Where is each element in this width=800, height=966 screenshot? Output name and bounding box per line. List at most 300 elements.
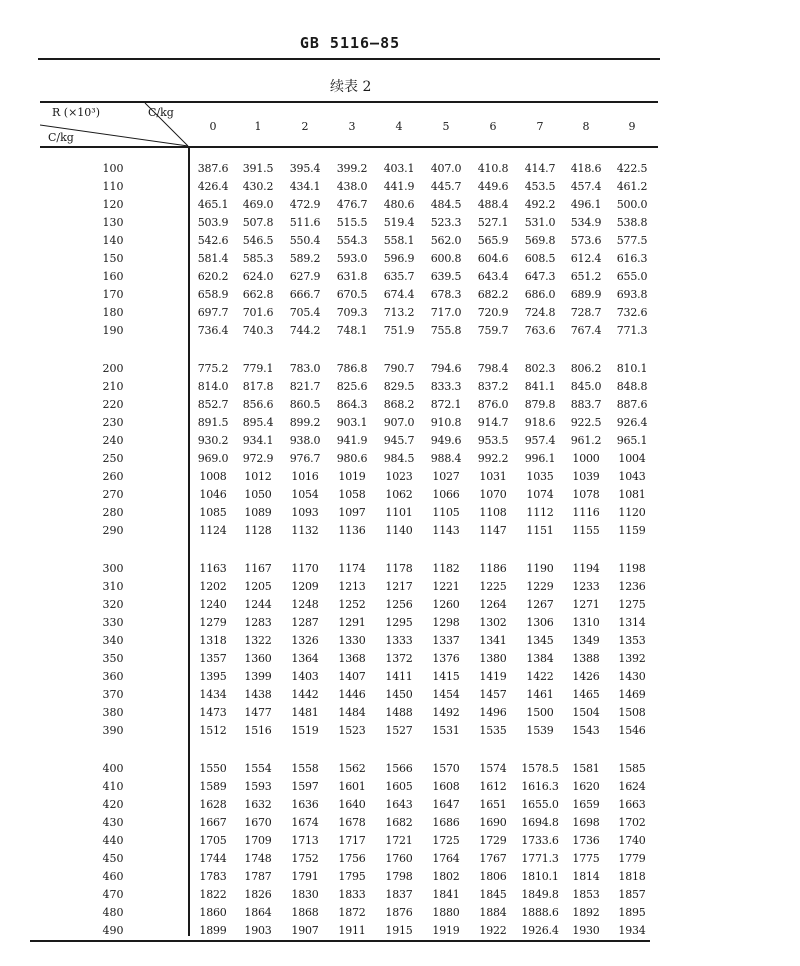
table-cell: 1907 — [291, 924, 319, 937]
table-cell: 1085 — [199, 506, 227, 519]
table-cell: 949.6 — [430, 434, 462, 447]
table-cell: 689.9 — [570, 288, 602, 301]
table-cell: 1260 — [432, 598, 460, 611]
table-cell: 1713 — [291, 834, 319, 847]
table-cell: 1492 — [432, 706, 460, 719]
table-cell: 918.6 — [524, 416, 556, 429]
table-cell: 821.7 — [289, 380, 321, 393]
table-cell: 581.4 — [197, 252, 229, 265]
table-cell: 1267 — [526, 598, 554, 611]
table-cell: 1349 — [572, 634, 600, 647]
table-cell: 565.9 — [477, 234, 509, 247]
table-cell: 697.7 — [197, 306, 229, 319]
table-cell: 1612 — [479, 780, 507, 793]
table-cell: 1616.3 — [521, 780, 559, 793]
row-label: 320 — [102, 598, 124, 611]
table-cell: 589.2 — [289, 252, 321, 265]
table-cell: 883.7 — [570, 398, 602, 411]
table-cell: 1670 — [244, 816, 272, 829]
table-cell: 1752 — [291, 852, 319, 865]
table-cell: 833.3 — [430, 380, 462, 393]
table-cell: 1477 — [244, 706, 272, 719]
table-cell: 658.9 — [197, 288, 229, 301]
row-label: 370 — [102, 688, 124, 701]
table-cell: 1899 — [199, 924, 227, 937]
table-cell: 1860 — [199, 906, 227, 919]
table-cell: 620.2 — [197, 270, 229, 283]
row-label: 340 — [102, 634, 124, 647]
table-cell: 1368 — [338, 652, 366, 665]
table-cell: 1380 — [479, 652, 507, 665]
header-rule — [38, 58, 660, 60]
table-cell: 414.7 — [524, 162, 556, 175]
table-cell: 500.0 — [616, 198, 648, 211]
table-cell: 845.0 — [570, 380, 602, 393]
table-cell: 1667 — [199, 816, 227, 829]
table-cell: 1659 — [572, 798, 600, 811]
corner-label-r: R (×10³) — [52, 106, 100, 119]
table-cell: 519.4 — [383, 216, 415, 229]
table-cell: 1465 — [572, 688, 600, 701]
table-cell: 1112 — [526, 506, 554, 519]
corner-label-top-right: C/kg — [148, 106, 174, 119]
table-cell: 1876 — [385, 906, 413, 919]
table-cell: 1159 — [618, 524, 646, 537]
table-cell: 1004 — [618, 452, 646, 465]
table-cell: 1318 — [199, 634, 227, 647]
table-cell: 1333 — [385, 634, 413, 647]
table-cell: 1426 — [572, 670, 600, 683]
table-cell: 1744 — [199, 852, 227, 865]
column-header: 8 — [582, 120, 590, 133]
row-label: 460 — [102, 870, 124, 883]
table-cell: 763.6 — [524, 324, 556, 337]
table-cell: 387.6 — [197, 162, 229, 175]
table-cell: 1256 — [385, 598, 413, 611]
table-cell: 802.3 — [524, 362, 556, 375]
table-cell: 1608 — [432, 780, 460, 793]
table-cell: 1264 — [479, 598, 507, 611]
table-cell: 1508 — [618, 706, 646, 719]
table-cell: 1337 — [432, 634, 460, 647]
table-cell: 713.2 — [383, 306, 415, 319]
table-cell: 608.5 — [524, 252, 556, 265]
table-cell: 907.0 — [383, 416, 415, 429]
table-cell: 496.1 — [570, 198, 602, 211]
table-cell: 724.8 — [524, 306, 556, 319]
table-cell: 1039 — [572, 470, 600, 483]
table-cell: 1446 — [338, 688, 366, 701]
table-cell: 1035 — [526, 470, 554, 483]
table-bottom-rule — [30, 940, 650, 942]
table-cell: 434.1 — [289, 180, 321, 193]
row-label: 230 — [102, 416, 124, 429]
table-cell: 1767 — [479, 852, 507, 865]
table-cell: 1674 — [291, 816, 319, 829]
table-cell: 1221 — [432, 580, 460, 593]
table-cell: 670.5 — [336, 288, 368, 301]
table-cell: 1543 — [572, 724, 600, 737]
table-cell: 647.3 — [524, 270, 556, 283]
table-cell: 1074 — [526, 488, 554, 501]
table-cell: 1167 — [244, 562, 272, 575]
table-cell: 674.4 — [383, 288, 415, 301]
table-cell: 751.9 — [383, 324, 415, 337]
table-cell: 1078 — [572, 488, 600, 501]
table-cell: 1151 — [526, 524, 554, 537]
table-cell: 759.7 — [477, 324, 509, 337]
table-cell: 1771.3 — [521, 852, 559, 865]
row-label: 280 — [102, 506, 124, 519]
table-cell: 1725 — [432, 834, 460, 847]
table-cell: 1174 — [338, 562, 366, 575]
table-cell: 635.7 — [383, 270, 415, 283]
table-cell: 1578.5 — [521, 762, 559, 775]
row-label: 490 — [102, 924, 124, 937]
table-cell: 1632 — [244, 798, 272, 811]
table-cell: 841.1 — [524, 380, 556, 393]
table-cell: 441.9 — [383, 180, 415, 193]
table-cell: 624.0 — [242, 270, 274, 283]
table-cell: 790.7 — [383, 362, 415, 375]
table-cell: 655.0 — [616, 270, 648, 283]
table-cell: 1116 — [572, 506, 600, 519]
table-cell: 600.8 — [430, 252, 462, 265]
table-cell: 717.0 — [430, 306, 462, 319]
table-cell: 1888.6 — [521, 906, 559, 919]
table-cell: 1911 — [338, 924, 366, 937]
table-cell: 1903 — [244, 924, 272, 937]
column-header: 5 — [442, 120, 450, 133]
table-cell: 852.7 — [197, 398, 229, 411]
table-cell: 1488 — [385, 706, 413, 719]
table-cell: 976.7 — [289, 452, 321, 465]
table-cell: 1892 — [572, 906, 600, 919]
table-cell: 1384 — [526, 652, 554, 665]
table-cell: 1814 — [572, 870, 600, 883]
table-cell: 748.1 — [336, 324, 368, 337]
row-label: 440 — [102, 834, 124, 847]
table-cell: 550.4 — [289, 234, 321, 247]
table-cell: 1287 — [291, 616, 319, 629]
table-cell: 1457 — [479, 688, 507, 701]
table-cell: 837.2 — [477, 380, 509, 393]
table-cell: 1500 — [526, 706, 554, 719]
table-cell: 465.1 — [197, 198, 229, 211]
row-label: 290 — [102, 524, 124, 537]
table-cell: 453.5 — [524, 180, 556, 193]
table-cell: 693.8 — [616, 288, 648, 301]
table-cell: 472.9 — [289, 198, 321, 211]
table-cell: 457.4 — [570, 180, 602, 193]
table-cell: 1244 — [244, 598, 272, 611]
table-cell: 786.8 — [336, 362, 368, 375]
row-label: 190 — [102, 324, 124, 337]
table-cell: 1000 — [572, 452, 600, 465]
row-label: 160 — [102, 270, 124, 283]
table-cell: 988.4 — [430, 452, 462, 465]
table-cell: 705.4 — [289, 306, 321, 319]
table-cell: 1686 — [432, 816, 460, 829]
table-cell: 829.5 — [383, 380, 415, 393]
table-cell: 1233 — [572, 580, 600, 593]
table-cell: 445.7 — [430, 180, 462, 193]
table-cell: 1279 — [199, 616, 227, 629]
table-cell: 771.3 — [616, 324, 648, 337]
table-cell: 1562 — [338, 762, 366, 775]
row-label: 200 — [102, 362, 124, 375]
table-cell: 1926.4 — [521, 924, 559, 937]
table-cell: 1236 — [618, 580, 646, 593]
table-cell: 891.5 — [197, 416, 229, 429]
table-cell: 1791 — [291, 870, 319, 883]
table-cell: 1558 — [291, 762, 319, 775]
table-cell: 1198 — [618, 562, 646, 575]
table-cell: 1655.0 — [521, 798, 559, 811]
table-cell: 1597 — [291, 780, 319, 793]
table-cell: 945.7 — [383, 434, 415, 447]
table-cell: 1857 — [618, 888, 646, 901]
table-cell: 476.7 — [336, 198, 368, 211]
table-cell: 631.8 — [336, 270, 368, 283]
table-cell: 895.4 — [242, 416, 274, 429]
table-cell: 1194 — [572, 562, 600, 575]
table-cell: 1128 — [244, 524, 272, 537]
table-cell: 1787 — [244, 870, 272, 883]
table-cell: 1240 — [199, 598, 227, 611]
table-cell: 643.4 — [477, 270, 509, 283]
table-cell: 1097 — [338, 506, 366, 519]
table-cell: 666.7 — [289, 288, 321, 301]
table-cell: 1326 — [291, 634, 319, 647]
table-cell: 1748 — [244, 852, 272, 865]
row-label: 420 — [102, 798, 124, 811]
table-cell: 1864 — [244, 906, 272, 919]
row-label: 380 — [102, 706, 124, 719]
row-label: 220 — [102, 398, 124, 411]
table-cell: 515.5 — [336, 216, 368, 229]
table-cell: 1922 — [479, 924, 507, 937]
table-cell: 523.3 — [430, 216, 462, 229]
table-cell: 1729 — [479, 834, 507, 847]
table-cell: 1046 — [199, 488, 227, 501]
table-cell: 395.4 — [289, 162, 321, 175]
table-cell: 755.8 — [430, 324, 462, 337]
table-cell: 1818 — [618, 870, 646, 883]
table-cell: 1124 — [199, 524, 227, 537]
table-cell: 1372 — [385, 652, 413, 665]
table-cell: 914.7 — [477, 416, 509, 429]
row-label: 390 — [102, 724, 124, 737]
table-cell: 1690 — [479, 816, 507, 829]
table-cell: 534.9 — [570, 216, 602, 229]
row-label: 410 — [102, 780, 124, 793]
table-cell: 662.8 — [242, 288, 274, 301]
table-cell: 1093 — [291, 506, 319, 519]
table-cell: 1283 — [244, 616, 272, 629]
table-cell: 1554 — [244, 762, 272, 775]
table-cell: 1081 — [618, 488, 646, 501]
table-cell: 1775 — [572, 852, 600, 865]
table-cell: 1043 — [618, 470, 646, 483]
table-cell: 1678 — [338, 816, 366, 829]
column-header: 1 — [254, 120, 262, 133]
table-cell: 569.8 — [524, 234, 556, 247]
table-cell: 1647 — [432, 798, 460, 811]
table-cell: 410.8 — [477, 162, 509, 175]
row-label: 210 — [102, 380, 124, 393]
table-cell: 1826 — [244, 888, 272, 901]
table-cell: 876.0 — [477, 398, 509, 411]
table-cell: 1430 — [618, 670, 646, 683]
table-cell: 992.2 — [477, 452, 509, 465]
table-cell: 934.1 — [242, 434, 274, 447]
table-cell: 1345 — [526, 634, 554, 647]
table-cell: 779.1 — [242, 362, 274, 375]
table-cell: 1919 — [432, 924, 460, 937]
table-cell: 817.8 — [242, 380, 274, 393]
table-cell: 391.5 — [242, 162, 274, 175]
table-cell: 1225 — [479, 580, 507, 593]
table-cell: 1895 — [618, 906, 646, 919]
table-cell: 1186 — [479, 562, 507, 575]
table-cell: 1209 — [291, 580, 319, 593]
column-header: 6 — [489, 120, 497, 133]
table-cell: 825.6 — [336, 380, 368, 393]
table-cell: 806.2 — [570, 362, 602, 375]
table-cell: 1275 — [618, 598, 646, 611]
table-cell: 627.9 — [289, 270, 321, 283]
table-cell: 1760 — [385, 852, 413, 865]
table-cell: 1868 — [291, 906, 319, 919]
table-cell: 1779 — [618, 852, 646, 865]
table-cell: 527.1 — [477, 216, 509, 229]
table-cell: 1012 — [244, 470, 272, 483]
table-cell: 810.1 — [616, 362, 648, 375]
table-cell: 1845 — [479, 888, 507, 901]
table-cell: 941.9 — [336, 434, 368, 447]
table-cell: 1442 — [291, 688, 319, 701]
table-cell: 546.5 — [242, 234, 274, 247]
table-cell: 848.8 — [616, 380, 648, 393]
table-cell: 1248 — [291, 598, 319, 611]
page-header: GB 5116—85 — [299, 34, 401, 52]
table-cell: 1566 — [385, 762, 413, 775]
table-cell: 422.5 — [616, 162, 648, 175]
row-label: 300 — [102, 562, 124, 575]
table-cell: 1407 — [338, 670, 366, 683]
table-cell: 1841 — [432, 888, 460, 901]
table-cell: 1023 — [385, 470, 413, 483]
table-cell: 814.0 — [197, 380, 229, 393]
table-cell: 1705 — [199, 834, 227, 847]
table-cell: 1415 — [432, 670, 460, 683]
table-cell: 1054 — [291, 488, 319, 501]
table-cell: 887.6 — [616, 398, 648, 411]
table-cell: 1605 — [385, 780, 413, 793]
table-cell: 1147 — [479, 524, 507, 537]
table-cell: 709.3 — [336, 306, 368, 319]
table-cell: 1496 — [479, 706, 507, 719]
table-cell: 531.0 — [524, 216, 556, 229]
table-cell: 1306 — [526, 616, 554, 629]
table-cell: 1709 — [244, 834, 272, 847]
table-cell: 1512 — [199, 724, 227, 737]
row-label: 180 — [102, 306, 124, 319]
row-label: 260 — [102, 470, 124, 483]
column-header: 9 — [628, 120, 636, 133]
table-cell: 1934 — [618, 924, 646, 937]
row-label: 430 — [102, 816, 124, 829]
table-cell: 1523 — [338, 724, 366, 737]
table-cell: 651.2 — [570, 270, 602, 283]
table-cell: 1295 — [385, 616, 413, 629]
table-cell: 1837 — [385, 888, 413, 901]
row-label: 480 — [102, 906, 124, 919]
row-label: 240 — [102, 434, 124, 447]
table-cell: 1527 — [385, 724, 413, 737]
table-cell: 1640 — [338, 798, 366, 811]
table-cell: 1438 — [244, 688, 272, 701]
table-cell: 1593 — [244, 780, 272, 793]
table-cell: 1341 — [479, 634, 507, 647]
table-cell: 1302 — [479, 616, 507, 629]
table-cell: 1070 — [479, 488, 507, 501]
table-cell: 903.1 — [336, 416, 368, 429]
table-cell: 1822 — [199, 888, 227, 901]
table-cell: 1694.8 — [521, 816, 559, 829]
table-cell: 407.0 — [430, 162, 462, 175]
table-cell: 593.0 — [336, 252, 368, 265]
table-cell: 1570 — [432, 762, 460, 775]
table-cell: 577.5 — [616, 234, 648, 247]
table-cell: 511.6 — [289, 216, 321, 229]
table-cell: 1539 — [526, 724, 554, 737]
table-cell: 558.1 — [383, 234, 415, 247]
table-cell: 953.5 — [477, 434, 509, 447]
table-cell: 1628 — [199, 798, 227, 811]
table-cell: 682.2 — [477, 288, 509, 301]
row-label: 150 — [102, 252, 124, 265]
table-cell: 1806 — [479, 870, 507, 883]
row-label: 100 — [102, 162, 124, 175]
table-cell: 1143 — [432, 524, 460, 537]
row-label: 470 — [102, 888, 124, 901]
table-cell: 1884 — [479, 906, 507, 919]
table-cell: 1756 — [338, 852, 366, 865]
table-cell: 1419 — [479, 670, 507, 683]
table-cell: 678.3 — [430, 288, 462, 301]
table-cell: 1531 — [432, 724, 460, 737]
row-label: 360 — [102, 670, 124, 683]
table-cell: 484.5 — [430, 198, 462, 211]
table-cell: 732.6 — [616, 306, 648, 319]
table-cell: 972.9 — [242, 452, 274, 465]
table-cell: 488.4 — [477, 198, 509, 211]
table-cell: 1357 — [199, 652, 227, 665]
table-cell: 1519 — [291, 724, 319, 737]
table-cell: 1213 — [338, 580, 366, 593]
table-cell: 1764 — [432, 852, 460, 865]
table-cell: 720.9 — [477, 306, 509, 319]
table-cell: 1019 — [338, 470, 366, 483]
row-label: 350 — [102, 652, 124, 665]
table-cell: 1202 — [199, 580, 227, 593]
table-cell: 1663 — [618, 798, 646, 811]
table-cell: 794.6 — [430, 362, 462, 375]
row-label: 400 — [102, 762, 124, 775]
table-cell: 1546 — [618, 724, 646, 737]
